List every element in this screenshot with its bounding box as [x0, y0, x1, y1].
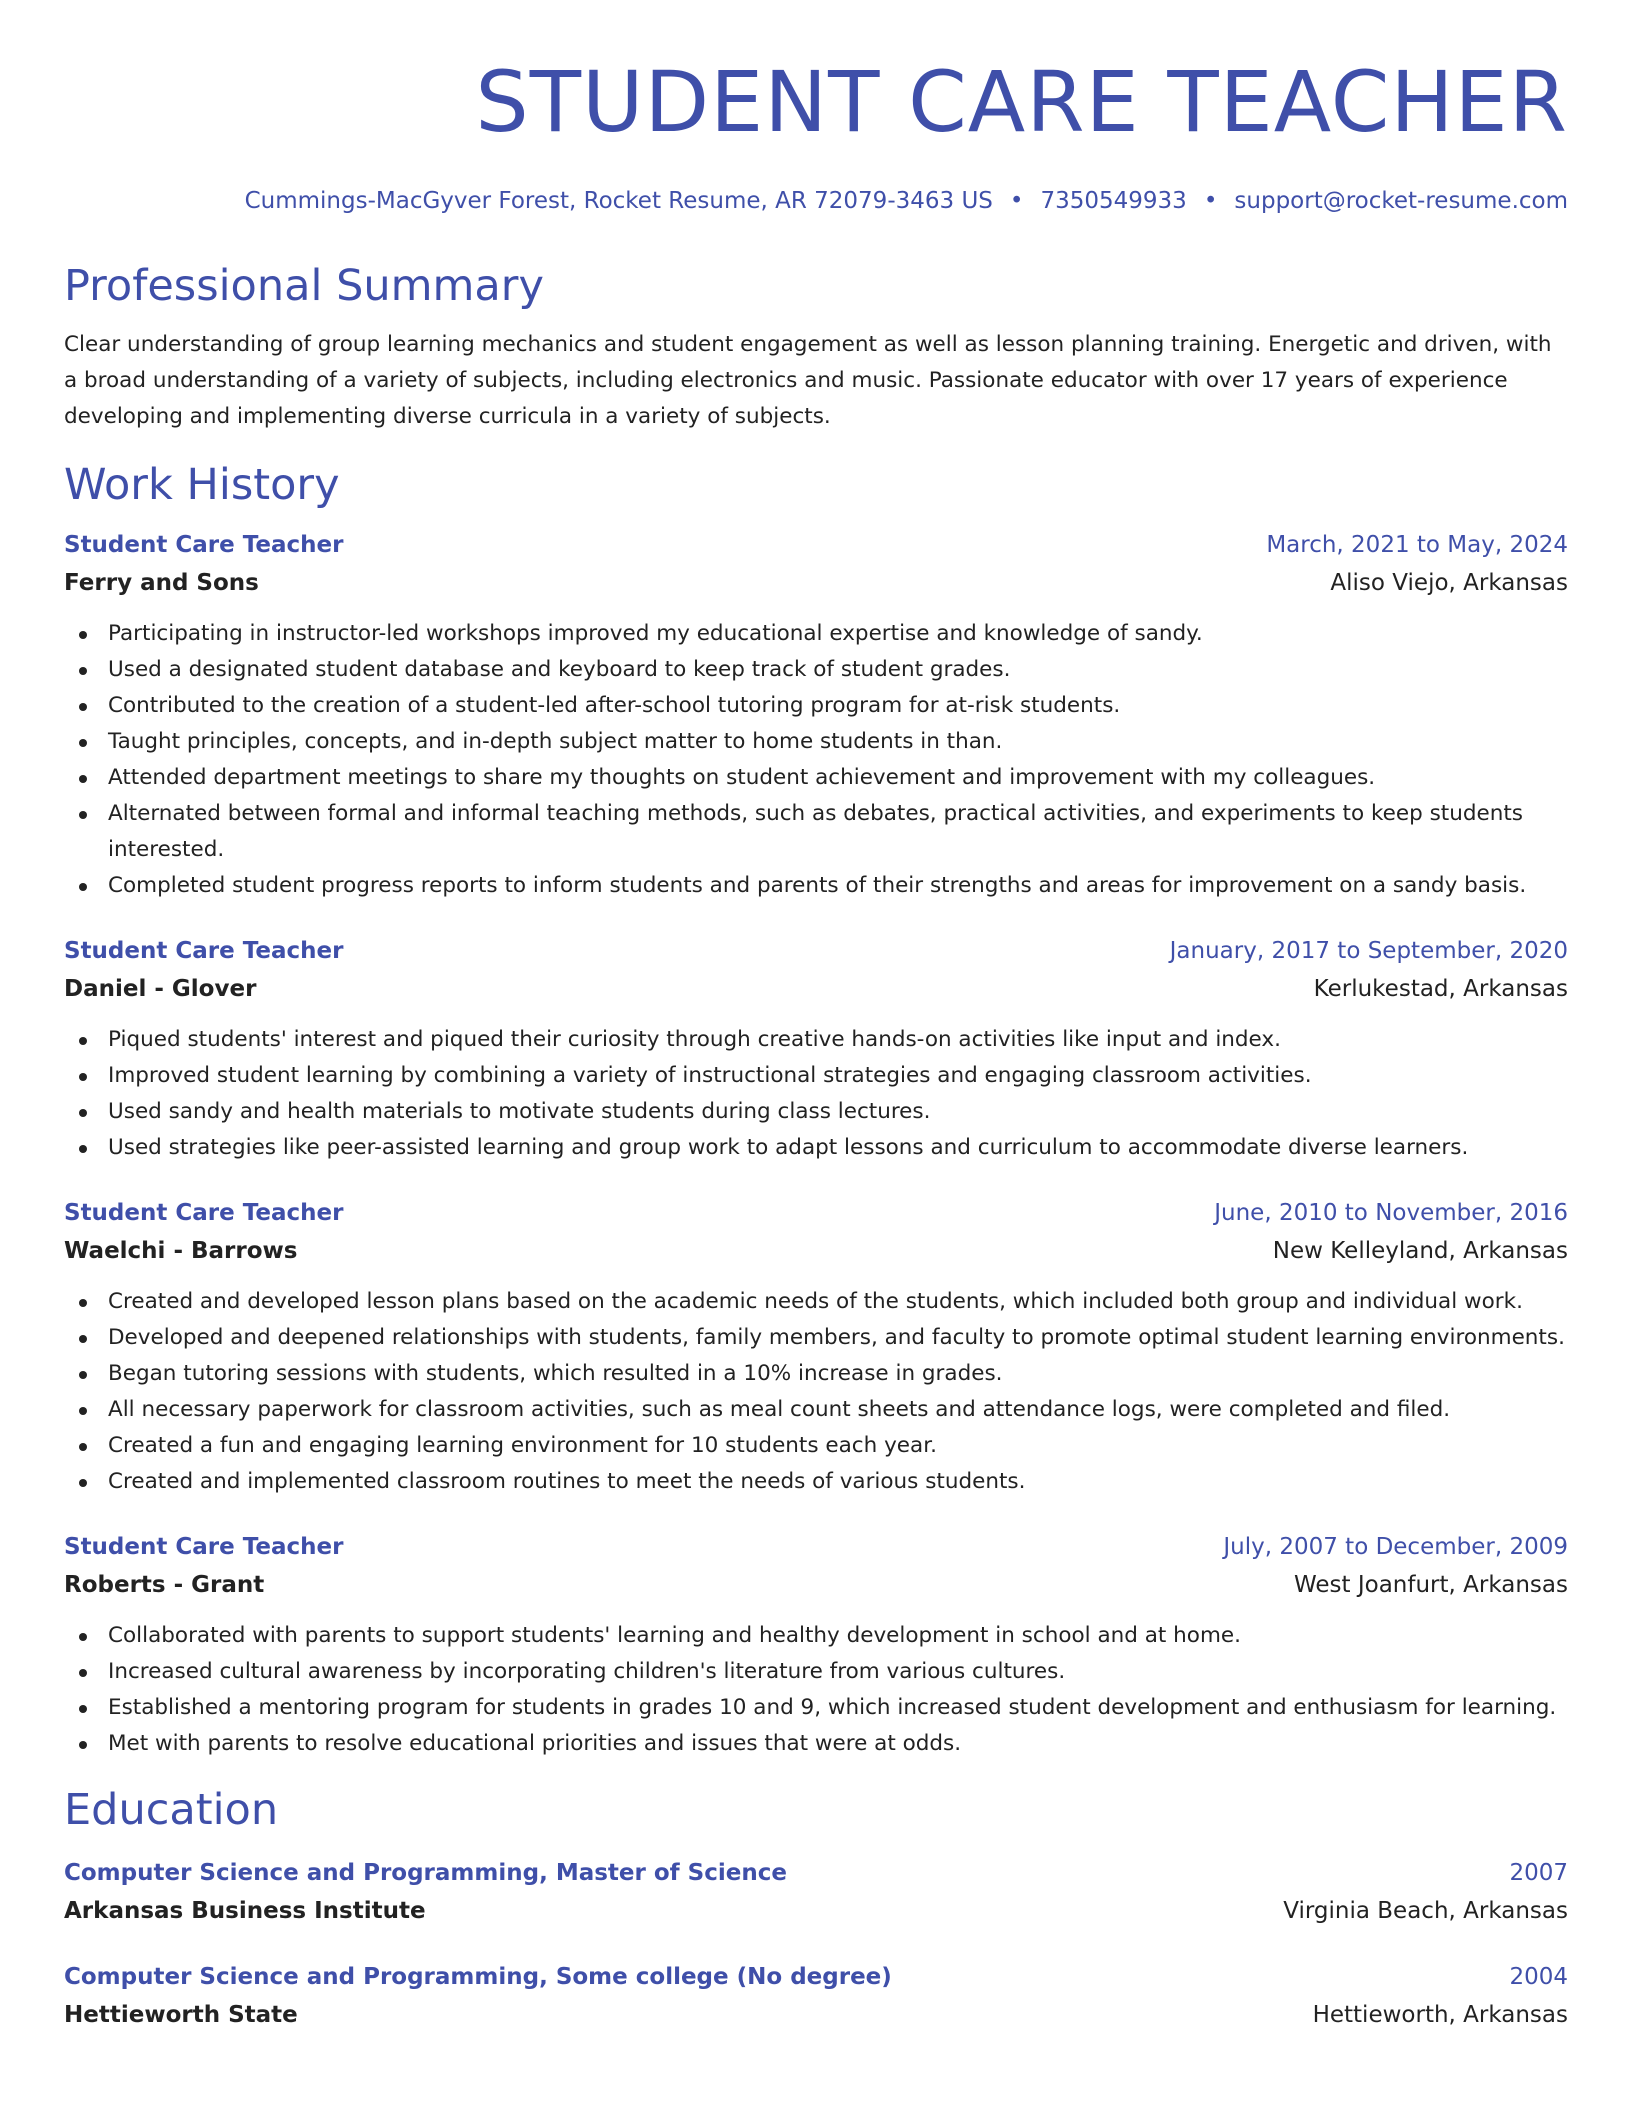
bullet-item: Improved student learning by combining a variety of instructional strategies and engaging classroom activities.: [64, 1058, 1568, 1094]
job-dates: July, 2007 to December, 2009: [1223, 1534, 1568, 1561]
email-link[interactable]: support@rocket-resume.com: [1234, 188, 1568, 214]
work-history-heading: Work History: [64, 460, 340, 511]
job-dates: June, 2010 to November, 2016: [1214, 1200, 1568, 1227]
education-location: Hettieworth, Arkansas: [1312, 2001, 1568, 2028]
bullet-item: Used a designated student database and keyboard to keep track of student grades.: [64, 652, 1568, 688]
bullet-item: All necessary paperwork for classroom activities, such as meal count sheets and attendance logs, were completed and filed.: [64, 1392, 1568, 1428]
bullet-item: Contributed to the creation of a student-led after-school tutoring program for at-risk students.: [64, 688, 1568, 724]
bullet-item: Alternated between formal and informal teaching methods, such as debates, practical activities, and experiments to keep students interested.: [64, 796, 1568, 868]
bullet-item: Met with parents to resolve educational priorities and issues that were at odds.: [64, 1726, 1568, 1762]
job-entry: [64, 526, 1568, 904]
job-company: Waelchi - Barrows: [64, 1238, 298, 1265]
bullet-item: Created and developed lesson plans based on the academic needs of the students, which included both group and individual work.: [64, 1284, 1568, 1320]
bullet-item: Participating in instructor-led workshops improved my educational expertise and knowledge of sandy.: [64, 616, 1568, 652]
education-degree: Computer Science and Programming, Some college (No degree): [64, 1963, 892, 1990]
summary-text: Clear understanding of group learning mechanics and student engagement as well as lesson planning training. Energetic and driven, with a broad understanding of a variety of subjects, including electronics and music. Passionate educator with over 17 years of experience developing and implementing diverse curricula in a variety of subjects.: [64, 332, 1552, 430]
job-bullets: [64, 1022, 1568, 1166]
phone-text: 7350549933: [1040, 188, 1187, 214]
job-bullets: [64, 1618, 1568, 1762]
address-text: Cummings-MacGyver Forest, Rocket Resume, AR 72079-3463 US: [244, 188, 993, 214]
education-location: Virginia Beach, Arkansas: [1283, 1897, 1568, 1924]
bullet-item: Developed and deepened relationships with students, family members, and faculty to promote optimal student learning environments.: [64, 1320, 1568, 1356]
summary-heading: Professional Summary: [64, 260, 544, 311]
contact-line: [64, 188, 1568, 216]
job-entry: [64, 1194, 1568, 1500]
separator-dot: •: [1009, 188, 1024, 214]
job-dates: March, 2021 to May, 2024: [1266, 532, 1568, 559]
job-location: Aliso Viejo, Arkansas: [1330, 570, 1568, 597]
bullet-item: Began tutoring sessions with students, which resulted in a 10% increase in grades.: [64, 1356, 1568, 1392]
job-company: Ferry and Sons: [64, 570, 259, 597]
bullet-item: Taught principles, concepts, and in-depth subject matter to home students in than.: [64, 724, 1568, 760]
job-bullets: [64, 616, 1568, 904]
education-entry: [64, 1854, 1568, 1930]
candidate-name: STUDENT CARE TEACHER: [475, 53, 1568, 151]
job-entry: [64, 1528, 1568, 1762]
education-entry: [64, 1958, 1568, 2034]
job-role: Student Care Teacher: [64, 938, 344, 965]
bullet-item: Collaborated with parents to support students' learning and healthy development in school and at home.: [64, 1618, 1568, 1654]
job-dates: January, 2017 to September, 2020: [1169, 938, 1568, 965]
separator-dot: •: [1203, 188, 1218, 214]
education-heading: Education: [64, 1785, 279, 1836]
bullet-item: Increased cultural awareness by incorporating children's literature from various cultures.: [64, 1654, 1568, 1690]
job-entry: [64, 932, 1568, 1166]
education-year: 2007: [1509, 1859, 1568, 1886]
bullet-item: Created a fun and engaging learning environment for 10 students each year.: [64, 1428, 1568, 1464]
job-bullets: [64, 1284, 1568, 1500]
job-role: Student Care Teacher: [64, 1200, 344, 1227]
job-company: Daniel - Glover: [64, 976, 257, 1003]
bullet-item: Used strategies like peer-assisted learning and group work to adapt lessons and curriculum to accommodate diverse learners.: [64, 1130, 1568, 1166]
bullet-item: Completed student progress reports to inform students and parents of their strengths and areas for improvement on a sandy basis.: [64, 868, 1568, 904]
job-company: Roberts - Grant: [64, 1572, 265, 1599]
bullet-item: Attended department meetings to share my thoughts on student achievement and improvement with my colleagues.: [64, 760, 1568, 796]
job-location: Kerlukestad, Arkansas: [1313, 976, 1568, 1003]
job-role: Student Care Teacher: [64, 532, 344, 559]
job-role: Student Care Teacher: [64, 1534, 344, 1561]
bullet-item: Created and implemented classroom routines to meet the needs of various students.: [64, 1464, 1568, 1500]
education-school: Arkansas Business Institute: [64, 1897, 426, 1924]
job-location: West Joanfurt, Arkansas: [1294, 1572, 1568, 1599]
education-school: Hettieworth State: [64, 2001, 298, 2028]
education-degree: Computer Science and Programming, Master of Science: [64, 1859, 787, 1886]
education-year: 2004: [1509, 1963, 1568, 1990]
job-location: New Kelleyland, Arkansas: [1272, 1238, 1568, 1265]
bullet-item: Piqued students' interest and piqued their curiosity through creative hands-on activities like input and index.: [64, 1022, 1568, 1058]
bullet-item: Used sandy and health materials to motivate students during class lectures.: [64, 1094, 1568, 1130]
resume-page: [64, 0, 1568, 2034]
bullet-item: Established a mentoring program for students in grades 10 and 9, which increased student development and enthusiasm for learning.: [64, 1690, 1568, 1726]
